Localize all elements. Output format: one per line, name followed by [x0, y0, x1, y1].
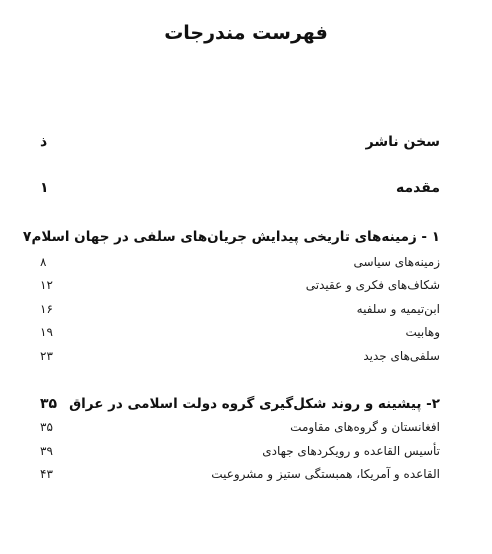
toc-subentry: [40, 322, 440, 342]
toc-subentry: [40, 464, 440, 484]
toc-subentry: [40, 346, 440, 366]
toc-chapter-2: [40, 394, 440, 414]
toc-entry-introduction: [40, 178, 440, 198]
toc-entry-page: ۸: [40, 255, 47, 269]
toc-entry-page: ۳۵: [40, 420, 53, 434]
toc-subentry: [40, 299, 440, 319]
toc-entry-page: ۲۳: [40, 349, 53, 363]
toc-entry-publisher-note: [40, 132, 440, 152]
toc-entry-label: سلفی‌های جدید: [363, 349, 440, 363]
toc-chapter-1: [22, 227, 440, 247]
toc-entry-label: زمینه‌های سیاسی: [353, 255, 440, 269]
toc-entry-page: ۷: [22, 229, 32, 245]
page-title: فهرست مندرجات: [164, 22, 328, 44]
toc-subentry: [40, 252, 440, 272]
toc-entry-label: ۱ - زمینه‌های تاریخی پیدایش جریان‌های سلفی در جهان اسلام: [31, 229, 440, 245]
toc-entry-label: وهابیت: [405, 325, 440, 339]
toc-entry-label: افغانستان و گروه‌های مقاومت: [290, 420, 440, 434]
toc-entry-page: ۳۹: [40, 444, 53, 458]
toc-entry-label: مقدمه: [396, 180, 440, 196]
toc-entry-page: ۱: [40, 180, 49, 196]
toc-entry-page: ۱۲: [40, 278, 53, 292]
toc-entry-page: ۱۹: [40, 325, 53, 339]
toc-entry-label: القاعده و آمریکا، همبستگی ستیز و مشروعیت: [211, 467, 440, 481]
toc-entry-label: سخن ناشر: [365, 134, 440, 150]
toc-subentry: [40, 441, 440, 461]
toc-subentry: [40, 417, 440, 437]
toc-entry-page: ۴۳: [40, 467, 53, 481]
toc-entry-page: ذ: [40, 134, 48, 150]
toc-entry-page: ۱۶: [40, 302, 53, 316]
toc-entry-label: ابن‌تیمیه و سلفیه: [356, 302, 440, 316]
toc-entry-label: تأسیس القاعده و رویکردهای جهادی: [262, 444, 440, 458]
toc-entry-label: ۲- پیشینه و روند شکل‌گیری گروه دولت اسلامی در عراق: [69, 396, 440, 412]
toc-entry-page: ۳۵: [40, 396, 58, 412]
toc-subentry: [40, 275, 440, 295]
toc-entry-label: شکاف‌های فکری و عقیدتی: [305, 278, 440, 292]
